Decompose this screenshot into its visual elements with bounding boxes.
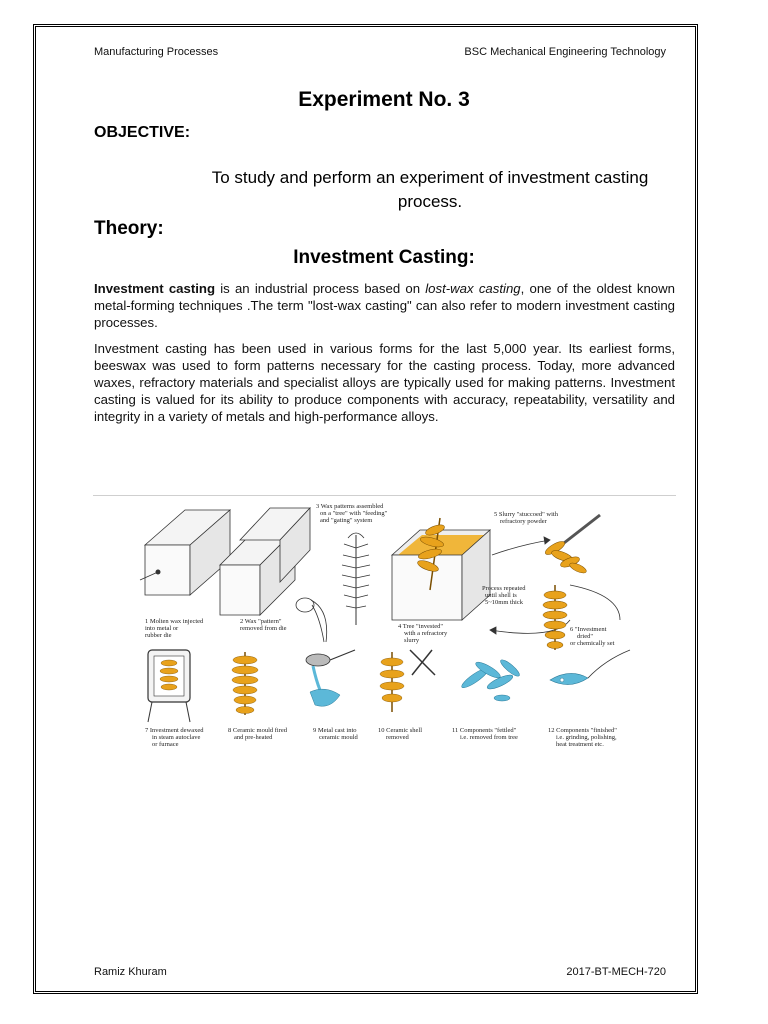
caption-7-line-2: in steam autoclave bbox=[152, 734, 201, 741]
caption-11-line-1: 11 Components "fettled" bbox=[452, 727, 517, 734]
caption-6-line-3: or chemically set bbox=[570, 640, 615, 647]
svg-text:7 Investment dewaxedin steam bbox=[145, 727, 204, 748]
footer-author: Ramiz Khuram bbox=[94, 966, 167, 978]
caption-7-line-1: 7 Investment dewaxed bbox=[145, 727, 204, 734]
caption-5-line-2: refractory powder bbox=[500, 518, 547, 525]
slurry-tank-illustration bbox=[392, 518, 490, 620]
para1-part2: , one of the oldest known metal-forming techniques .The term "lost-wax casting" can also refer to modern investment casting processes. bbox=[94, 281, 675, 330]
shell-removed-illustration bbox=[380, 650, 435, 712]
dried-tree-illustration bbox=[543, 585, 567, 650]
svg-text:3 Wax patterns assembledon a bbox=[316, 503, 388, 524]
stuccoed-tree-illustration bbox=[543, 515, 600, 575]
caption-1-line-1: 1 Molten wax injected bbox=[145, 618, 204, 625]
caption-11-line-2: i.e. removed from tree bbox=[460, 734, 518, 741]
objective-text: To study and perform an experiment of investment casting process. bbox=[211, 168, 649, 211]
repeat-note-line-2: until shell is bbox=[485, 592, 517, 599]
caption-5-line-1: 5 Slurry "stuccoed" with bbox=[494, 511, 558, 518]
header-right: BSC Mechanical Engineering Technology bbox=[464, 46, 666, 58]
caption-1-line-2: into metal or bbox=[145, 625, 179, 632]
caption-3-line-1: 3 Wax patterns assembled bbox=[316, 503, 384, 510]
paragraph-2: Investment casting has been used in various forms for the last 5,000 year. Its earliest forms, beeswax was used to form patterns necessary for the casting process. Today, more advanced waxes, refractory materials and specialist alloys are typically used for making patterns. Investment casting is valued for its ability to produce components with accuracy, repeatability, versatility and integrity in a variety of metals and high-performance alloys. bbox=[94, 341, 675, 424]
theory-label: Theory: bbox=[94, 218, 164, 239]
caption-6-line-2: dried" bbox=[577, 633, 594, 640]
svg-text:9 Metal cast intoceramic moul bbox=[313, 727, 359, 741]
svg-text:Process repeateduntil shell is bbox=[482, 585, 526, 606]
wax-tree-illustration bbox=[342, 533, 370, 625]
caption-9-line-2: ceramic mould bbox=[319, 734, 358, 741]
fettled-parts-illustration bbox=[460, 658, 522, 701]
caption-4-line-2: with a refractory bbox=[404, 630, 448, 637]
term-italic: lost-wax casting bbox=[425, 281, 521, 296]
para1-part1: is an industrial process based on bbox=[215, 281, 426, 296]
caption-10-line-1: 10 Ceramic shell bbox=[378, 727, 423, 734]
caption-7-line-3: or furnace bbox=[152, 741, 179, 748]
caption-3-line-2: on a "tree" with "feeding" bbox=[320, 510, 388, 517]
autoclave-illustration bbox=[148, 650, 190, 722]
caption-10-line-2: removed bbox=[386, 734, 409, 741]
page-title: Experiment No. 3 bbox=[298, 88, 470, 111]
svg-text:11 Components "fettled"i.e. r bbox=[452, 727, 518, 741]
caption-9-line-1: 9 Metal cast into bbox=[313, 727, 357, 734]
caption-12-line-2: i.e. grinding, polishing, bbox=[556, 734, 617, 741]
caption-1-line-3: rubber die bbox=[145, 632, 172, 639]
caption-4-line-3: slurry bbox=[404, 637, 420, 644]
caption-4-line-1: 4 Tree "invested" bbox=[398, 623, 444, 630]
caption-8-line-2: and pre-heated bbox=[234, 734, 273, 741]
caption-2-line-2: removed from die bbox=[240, 625, 287, 632]
divider-line bbox=[93, 495, 676, 496]
caption-8-line-1: 8 Ceramic mould fired bbox=[228, 727, 288, 734]
svg-text:5 Slurry "stuccoed" withrefra bbox=[494, 511, 559, 525]
section-title: Investment Casting: bbox=[293, 247, 475, 268]
metal-pouring-illustration bbox=[306, 650, 355, 706]
fired-mould-illustration bbox=[232, 652, 258, 715]
finished-part-illustration bbox=[550, 650, 630, 685]
svg-text:6 "Investmentdried"or chemica bbox=[570, 626, 615, 647]
term-bold: Investment casting bbox=[94, 281, 216, 296]
caption-3-line-3: and "gating" system bbox=[320, 517, 373, 524]
investment-casting-process-figure bbox=[130, 500, 670, 760]
caption-12-line-1: 12 Components "finished" bbox=[548, 727, 617, 734]
objective-label: OBJECTIVE: bbox=[94, 124, 191, 141]
svg-text:4 Tree "invested"with a refra bbox=[398, 623, 448, 644]
repeat-note-line-3: 5~10mm thick bbox=[485, 599, 524, 606]
caption-12-line-3: heat treatment etc. bbox=[556, 741, 604, 748]
caption-6-line-1: 6 "Investment bbox=[570, 626, 607, 633]
header-left: Manufacturing Processes bbox=[94, 46, 219, 58]
paragraph-1 bbox=[94, 280, 675, 331]
footer-id: 2017-BT-MECH-720 bbox=[566, 966, 666, 978]
svg-text:1 Molten wax injectedinto met bbox=[145, 618, 204, 639]
svg-text:2 Wax "pattern"removed from d bbox=[240, 618, 287, 632]
svg-text:8 Ceramic mould firedand pre- bbox=[228, 727, 288, 741]
svg-text:10 Ceramic shellremoved bbox=[378, 727, 422, 741]
caption-2-line-1: 2 Wax "pattern" bbox=[240, 618, 282, 625]
svg-text:12 Components "finished"i.e. bbox=[548, 727, 617, 748]
wax-die-illustration bbox=[140, 510, 230, 595]
repeat-note-line-1: Process repeated bbox=[482, 585, 526, 592]
